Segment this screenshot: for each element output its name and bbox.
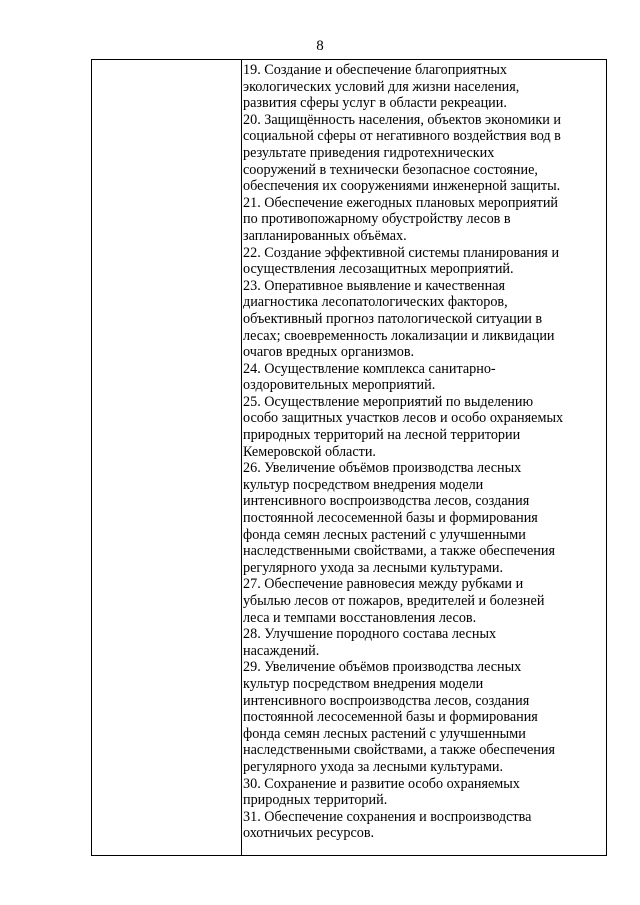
list-item: 30. Сохранение и развитие особо охраняемых природных территорий. [243, 775, 520, 809]
list-item: 28. Улучшение породного состава лесных насаждений. [243, 626, 497, 659]
content-table [91, 59, 607, 856]
list-item: 27. Обеспечение равновесия между рубками и убылью лесов от пожаров, вредителей и болезней леса и темпами восстановления лесов. [243, 576, 545, 626]
page-number: 8 [316, 38, 324, 54]
list-item: 29. Увеличение объёмов производства лесных культур посредством внедрения модели интенсивного воспроизводства лесов, создания постоянной лесосеменной базы и формирования фонда семян лесных растений с улучшенными наследственными свойствами, а также обеспечения регулярного ухода за лесными культурами. [243, 659, 556, 775]
empty-left-cell [92, 60, 242, 855]
list-item: 23. Оперативное выявление и качественная диагностика лесопатологических факторов, объективный прогноз патологической ситуации в лесах; своевременность локализации и ликвидации очагов вредных организмов. [243, 277, 555, 361]
list-item: 21. Обеспечение ежегодных плановых мероприятий по противопожарному обустройству лесов в запланированных объёмах. [243, 194, 559, 244]
list-item: 24. Осуществление комплекса санитарно- оздоровительных мероприятий. [243, 360, 496, 394]
list-item: 20. Защищённость населения, объектов экономики и социальной сферы от негативного воздействия вод в результате приведения гидротехнических сооружений в технически безопасное состояние, обеспечения их сооружениями инженерной защиты. [243, 111, 562, 195]
outcomes-cell [243, 62, 605, 842]
list-item: 25. Осуществление мероприятий по выделению особо защитных участков лесов и особо охраняемых природных территорий на лесной территории Кемеровской области. [243, 393, 564, 460]
list-item: 19. Создание и обеспечение благоприятных экологических условий для жизни населения, развития сферы услуг в области рекреации. [243, 62, 520, 112]
list-item: 26. Увеличение объёмов производства лесных культур посредством внедрения модели интенсивного воспроизводства лесов, создания постоянной лесосеменной базы и формирования фонда семян лесных растений с улучшенными наследственными свойствами, а также обеспечения регулярного ухода за лесными культурами. [243, 460, 556, 576]
list-item: 31. Обеспечение сохранения и воспроизводства охотничьих ресурсов. [243, 808, 532, 842]
list-item: 22. Создание эффективной системы планирования и осуществления лесозащитных мероприятий. [243, 244, 560, 278]
